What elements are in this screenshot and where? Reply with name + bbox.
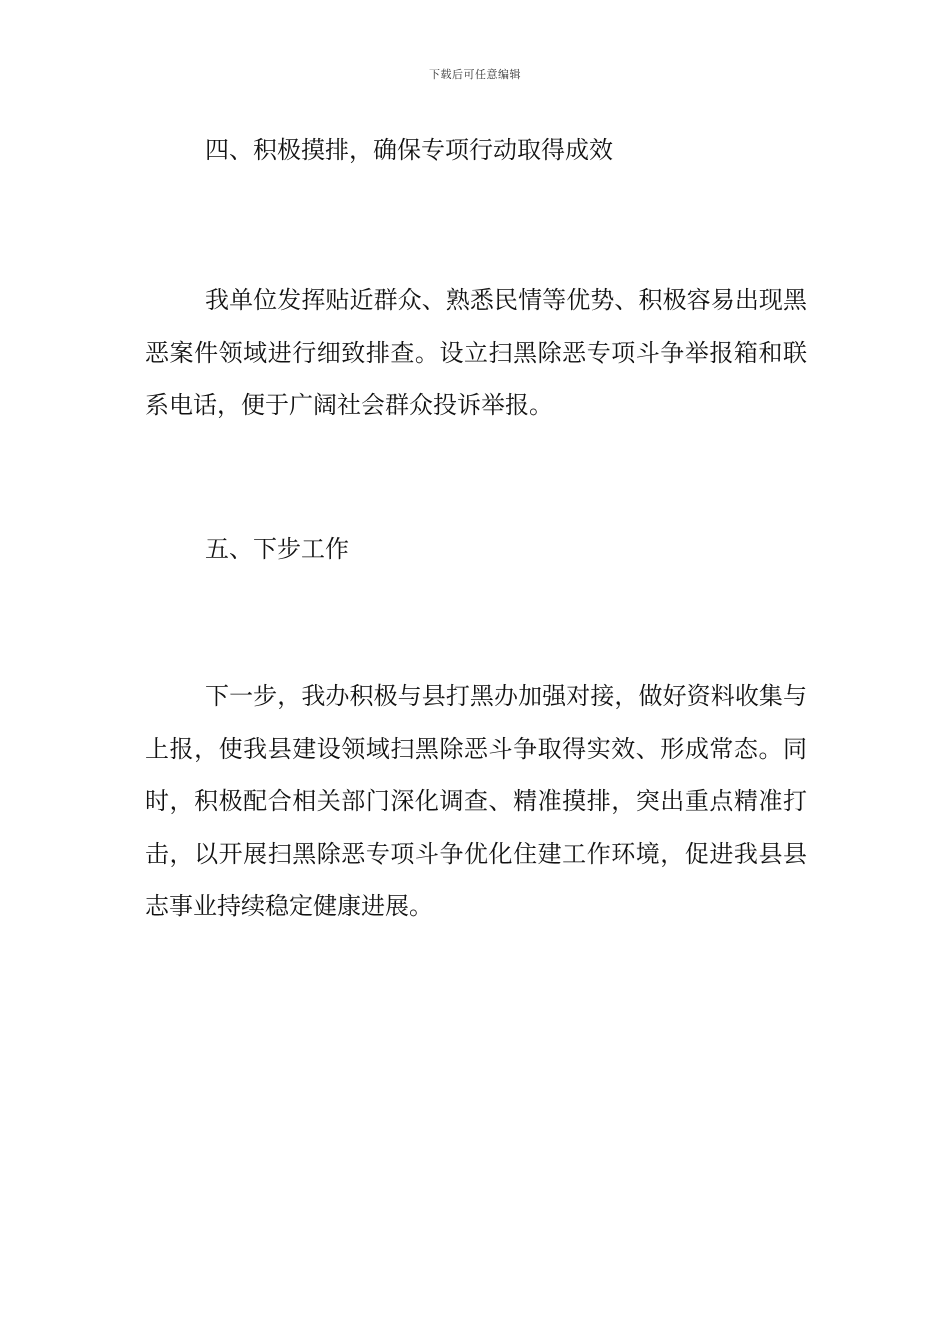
section-paragraph-four: 我单位发挥贴近群众、熟悉民情等优势、积极容易出现黑恶案件领域进行细致排查。设立扫黑除恶专项斗争举报箱和联系电话，便于广阔社会群众投诉举报。 xyxy=(145,286,807,419)
header-note: 下载后可任意编辑 xyxy=(429,68,521,81)
section-paragraph-five: 下一步，我办积极与县打黑办加强对接，做好资料收集与上报，使我县建设领域扫黑除恶斗争取得实效、形成常态。同时，积极配合相关部门深化调查、精准摸排，突出重点精准打击，以开展扫黑除恶专项斗争优化住建工作环境，促进我县县志事业持续稳定健康进展。 xyxy=(145,682,807,920)
section-heading-five: 五、下步工作 xyxy=(205,535,349,563)
section-heading-four: 四、积极摸排，确保专项行动取得成效 xyxy=(205,136,613,164)
